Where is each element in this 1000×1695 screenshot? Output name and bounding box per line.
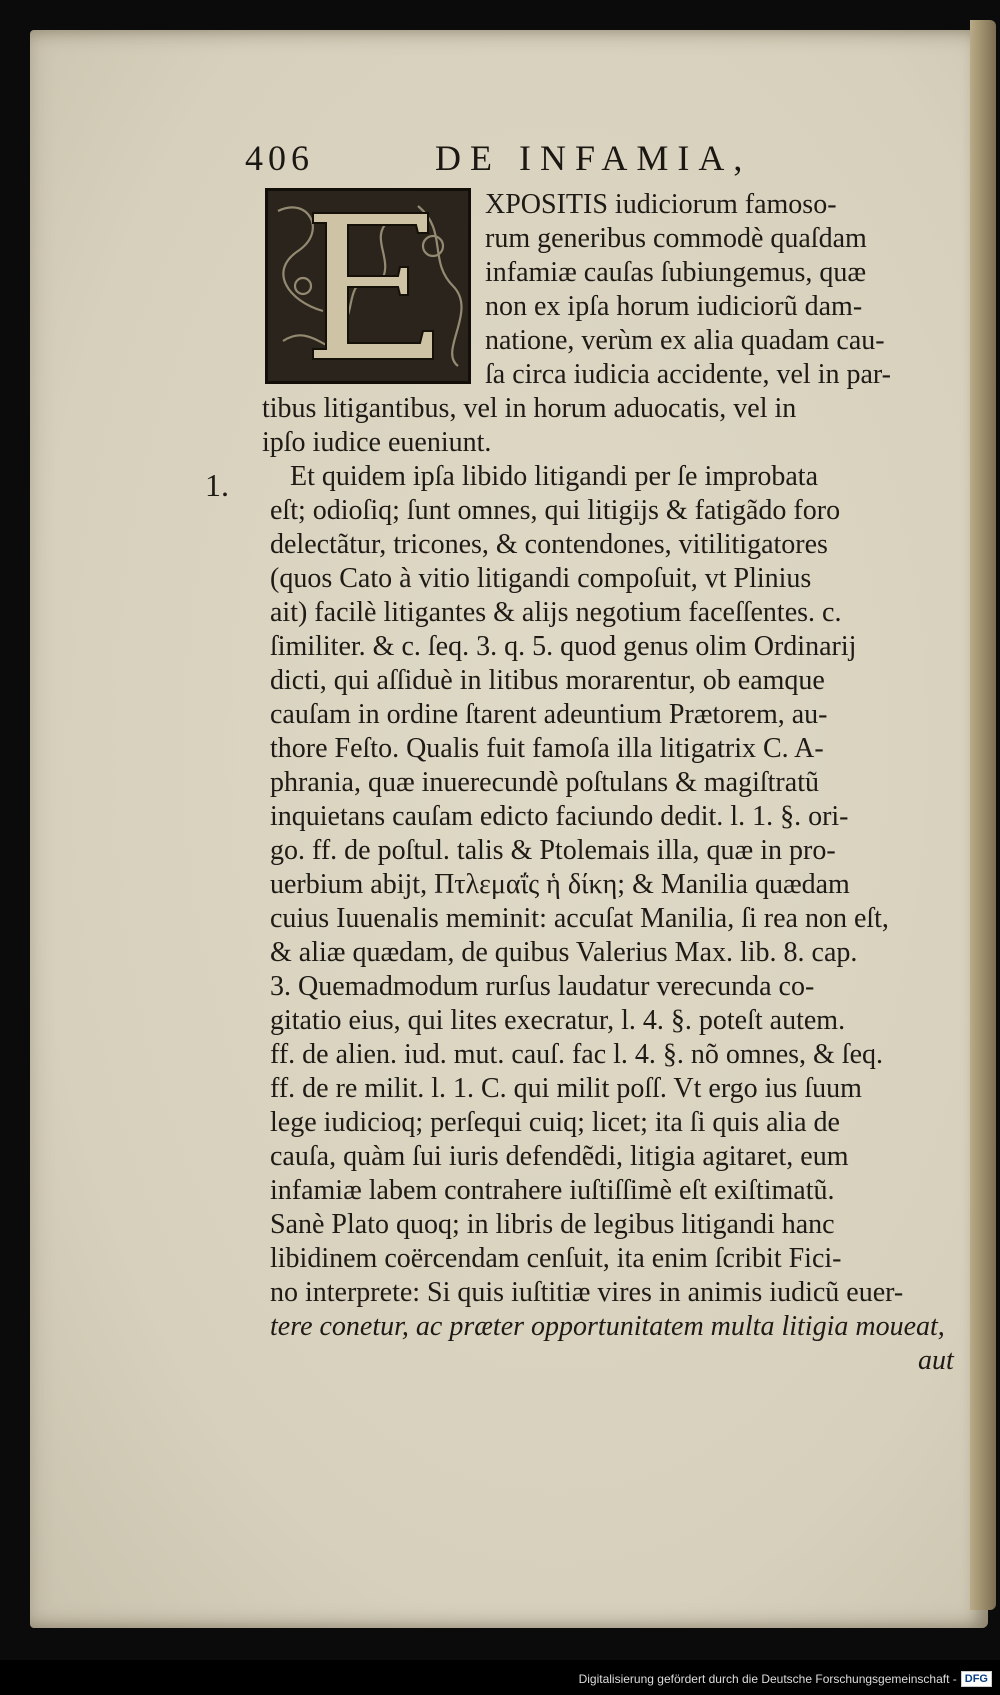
text-line: gitatio eius, qui lites execratur, l. 4. §. poteſt autem. bbox=[270, 1005, 846, 1036]
text-line: XPOSITIS iudiciorum famoso- bbox=[485, 189, 837, 220]
marginal-number: 1. bbox=[205, 467, 229, 503]
text-line: inquietans cauſam edicto faciundo dedit. l. 1. §. ori- bbox=[270, 801, 849, 832]
text-line: cuius Iuuenalis meminit: accuſat Manilia, ſi rea non eſt, bbox=[270, 903, 889, 934]
text-line: infamiæ labem contrahere iuſtiſſimè eſt exiſtimatũ. bbox=[270, 1175, 835, 1206]
text-line: no interprete: Si quis iuſtitiæ vires in animis iudicũ euer- bbox=[270, 1277, 904, 1308]
text-line: ſa circa iudicia accidente, vel in par- bbox=[485, 359, 891, 390]
text-line: phrania, quæ inuerecundè poſtulans & magiſtratũ bbox=[270, 767, 819, 798]
decorated-initial-e-image bbox=[268, 191, 468, 381]
text-line: ſimiliter. & c. ſeq. 3. q. 5. quod genus olim Ordinarij bbox=[270, 631, 857, 662]
dfg-logo: DFG bbox=[961, 1671, 992, 1687]
footer-credit bbox=[579, 1669, 992, 1689]
text-line: Sanè Plato quoq; in libris de legibus litigandi hanc bbox=[270, 1209, 835, 1240]
footer-text: Digitalisierung gefördert durch die Deutsche Forschungsgemeinschaft - bbox=[578, 1672, 957, 1686]
text-line: delectãtur, tricones, & contendones, vitilitigatores bbox=[270, 529, 828, 560]
page-edge bbox=[970, 20, 996, 1610]
text-line: tibus litigantibus, vel in horum aduocatis, vel in bbox=[262, 393, 797, 424]
text-line: ait) facilè litigantes & alijs negotium faceſſentes. c. bbox=[270, 597, 842, 628]
text-line: cauſam in ordine ſtarent adeuntium Prætorem, au- bbox=[270, 699, 828, 730]
text-line: cauſa, quàm ſui iuris defendẽdi, litigia agitaret, eum bbox=[270, 1141, 849, 1172]
text-line: 3. Quemadmodum rurſus laudatur verecunda co- bbox=[270, 971, 815, 1002]
running-header bbox=[245, 137, 845, 179]
text-line: Et quidem ipſa libido litigandi per ſe improbata bbox=[290, 461, 818, 492]
text-line: (quos Cato à vitio litigandi compoſuit, vt Plinius bbox=[270, 563, 812, 594]
text-line: eſt; odioſiq; ſunt omnes, qui litigijs & fatigãdo foro bbox=[270, 495, 841, 526]
text-line: thore Feſto. Qualis fuit famoſa illa litigatrix C. A- bbox=[270, 733, 824, 764]
text-line: go. ff. de poſtul. talis & Ptolemais illa, quæ in pro- bbox=[270, 835, 836, 866]
text-line: ipſo iudice eueniunt. bbox=[262, 427, 492, 458]
page-number: 406 bbox=[245, 138, 314, 178]
text-line: lege iudicioq; perſequi cuiq; licet; ita ſi quis alia de bbox=[270, 1107, 840, 1138]
text-line: rum generibus commodè quaſdam bbox=[485, 223, 867, 254]
text-line: uerbium abijt, Πτλεμαΐς ἡ δίκη; & Manilia quædam bbox=[270, 869, 850, 900]
text-line: tere conetur, ac præter opportunitatem multa litigia moueat, bbox=[270, 1311, 945, 1342]
text-line: libidinem coërcendam cenſuit, ita enim ſcribit Fici- bbox=[270, 1243, 842, 1274]
running-title: DE INFAMIA, bbox=[435, 138, 752, 178]
catchword: aut bbox=[918, 1345, 954, 1376]
text-line: & aliæ quædam, de quibus Valerius Max. lib. 8. cap. bbox=[270, 937, 858, 968]
text-line: dicti, qui aſſiduè in litibus morarentur, ob eamque bbox=[270, 665, 825, 696]
text-line: natione, verùm ex alia quadam cau- bbox=[485, 325, 885, 356]
decorated-initial bbox=[265, 188, 471, 384]
text-line: ff. de alien. iud. mut. cauſ. fac l. 4. §. nõ omnes, & ſeq. bbox=[270, 1039, 884, 1070]
text-line: infamiæ cauſas ſubiungemus, quæ bbox=[485, 257, 867, 288]
text-line: ff. de re milit. l. 1. C. qui milit poſſ. Vt ergo ius ſuum bbox=[270, 1073, 862, 1104]
text-line: non ex ipſa horum iudiciorũ dam- bbox=[485, 291, 863, 322]
